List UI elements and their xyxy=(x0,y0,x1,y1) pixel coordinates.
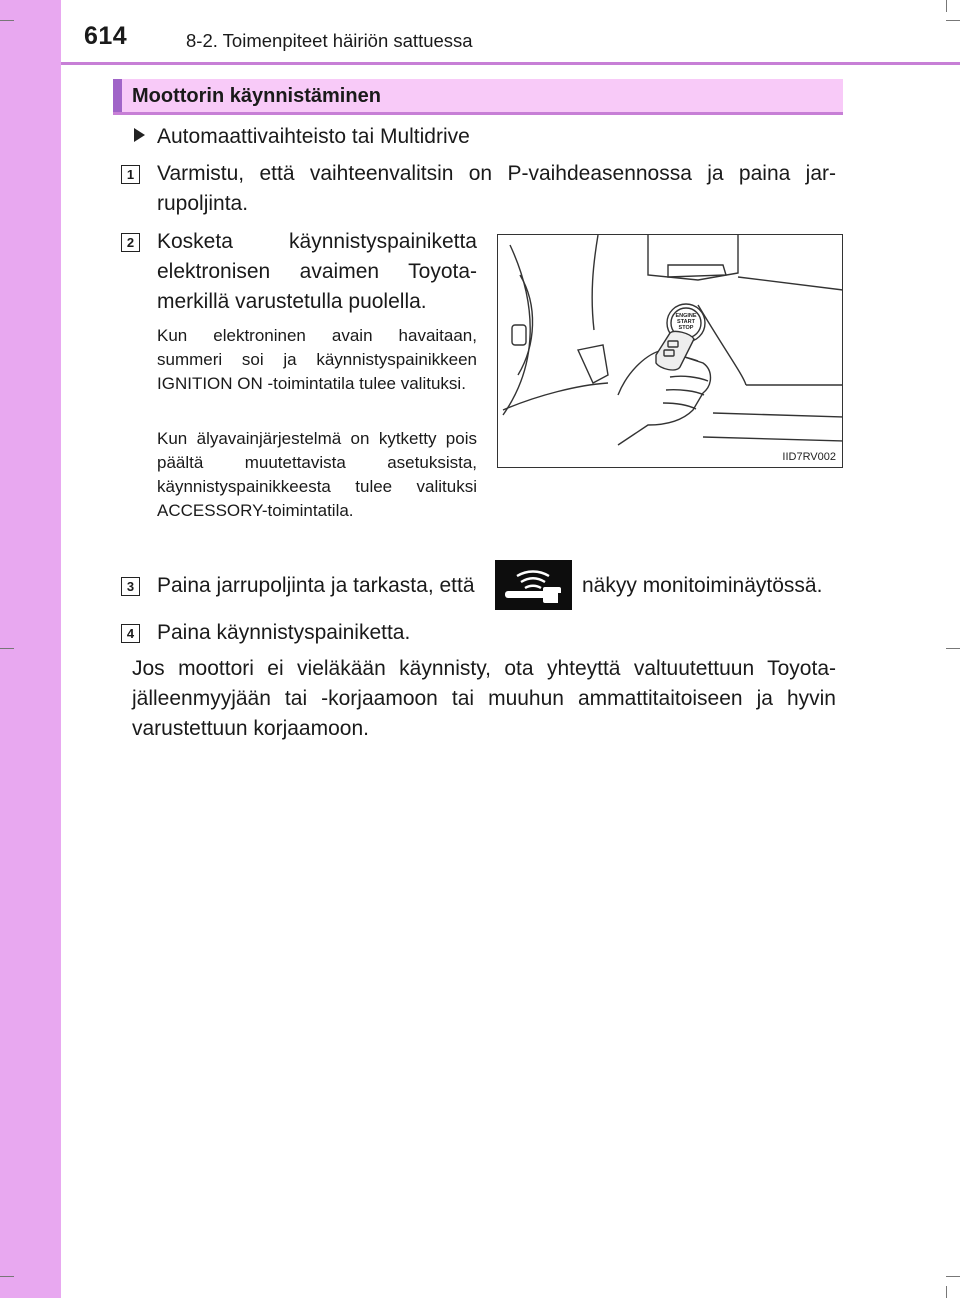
start-button-illustration xyxy=(497,234,843,468)
section-title: Moottorin käynnistäminen xyxy=(132,85,381,107)
key-with-signal-waves-icon xyxy=(495,560,572,610)
crop-mark xyxy=(0,1276,14,1277)
step-number-2: 2 xyxy=(121,233,140,252)
chapter-title: 8-2. Toimenpiteet häiriön sattuessa xyxy=(186,30,473,51)
crop-mark xyxy=(946,1286,947,1298)
crop-mark xyxy=(946,20,960,21)
step-number-3: 3 xyxy=(121,577,140,596)
page-number: 614 xyxy=(84,22,128,50)
step-3-text-after: näkyy monitoiminäytössä. xyxy=(582,574,823,597)
step-1-line-2: rupoljinta. xyxy=(157,192,249,215)
final-paragraph-line-1: Jos moottori ei vieläkään käynnisty, ota yhteyttä valtuutettuun Toyota- xyxy=(132,657,836,680)
crop-mark xyxy=(0,648,14,649)
step-number-1: 1 xyxy=(121,165,140,184)
sidebar-color-band xyxy=(0,0,61,1298)
crop-mark xyxy=(946,1276,960,1277)
section-heading-bar xyxy=(113,79,843,115)
note-accessory-mode: Kun älyavainjärjestelmä on kytketty pois päältä muutettavista asetuksista, käynnistyspainikkeesta tulee valituksi ACCESSORY-toimintatila. xyxy=(157,429,477,520)
bullet-text: Automaattivaihteisto tai Multidrive xyxy=(157,125,470,148)
section-accent xyxy=(113,79,122,112)
step-number-4: 4 xyxy=(121,624,140,643)
step-2-line-2: elektronisen avaimen Toyota- xyxy=(157,260,477,283)
note-ignition-on: Kun elektroninen avain havaitaan, summeri soi ja käynnistyspainikkeen IGNITION ON -toimintatila tulee valituksi. xyxy=(157,326,477,393)
button-label-stop: STOP xyxy=(678,325,694,331)
button-label-engine: ENGINE xyxy=(675,313,697,319)
illustration-code: IID7RV002 xyxy=(782,451,836,463)
step-2-line-1: Kosketa käynnistyspainiketta xyxy=(157,230,477,253)
crop-mark xyxy=(0,20,14,21)
final-paragraph-line-3: varustettuun korjaamoon. xyxy=(132,717,369,740)
step-4-text: Paina käynnistyspainiketta. xyxy=(157,621,411,644)
bullet-triangle-icon xyxy=(134,128,145,142)
crop-mark xyxy=(946,0,947,12)
step-3-text-before: Paina jarrupoljinta ja tarkasta, että xyxy=(157,574,475,597)
crop-mark xyxy=(946,648,960,649)
header-divider xyxy=(61,62,960,65)
step-1-line-1: Varmistu, että vaihteenvalitsin on P-vaihdeasennossa ja paina jar- xyxy=(157,162,836,185)
button-label-start: START xyxy=(677,319,695,325)
final-paragraph-line-2: jälleenmyyjään tai -korjaamoon tai muuhun ammattitaitoiseen ja hyvin xyxy=(132,687,836,710)
step-2-line-3: merkillä varustetulla puolella. xyxy=(157,290,427,313)
smart-key-indicator xyxy=(495,560,572,610)
